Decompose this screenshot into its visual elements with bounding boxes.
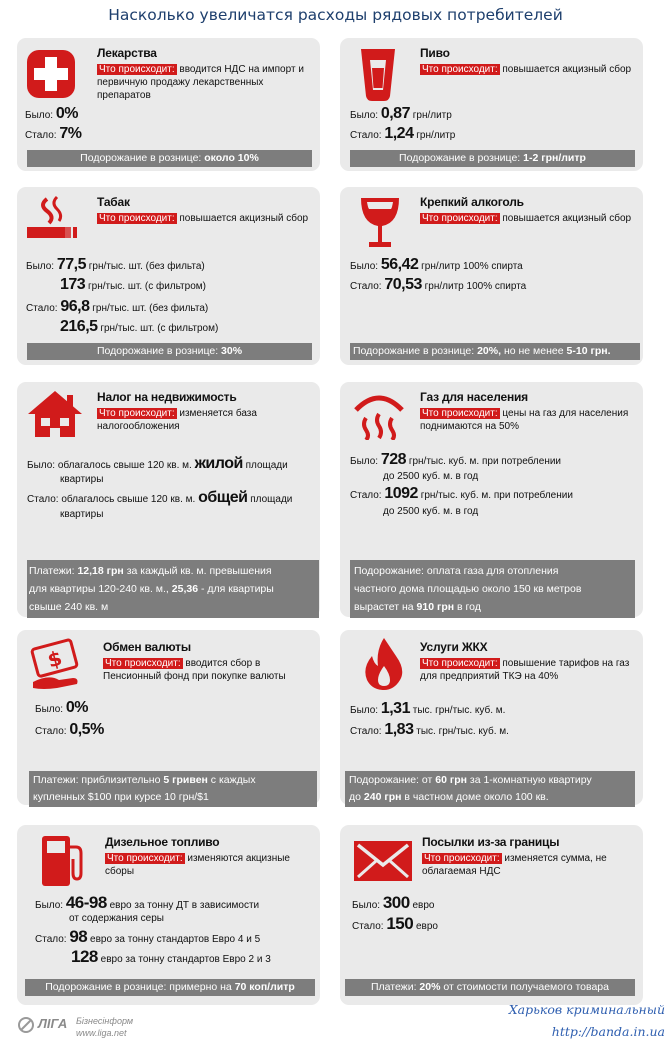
now-value: 0,5% bbox=[69, 721, 104, 738]
now-value: 1,24 bbox=[384, 125, 414, 142]
was-unit-2: грн/тыс. шт. (с фильтром) bbox=[87, 281, 206, 292]
flame-icon bbox=[362, 636, 406, 692]
bar-text-4: в год bbox=[457, 601, 481, 613]
what-tag: Что происходит: bbox=[107, 853, 183, 864]
bar-text-4: - для квартиры bbox=[200, 583, 274, 595]
now-unit: грн/литр 100% спирта bbox=[424, 281, 527, 292]
now-unit-2: евро за тонну стандартов Евро 2 и 3 bbox=[100, 954, 271, 965]
svg-text:$: $ bbox=[44, 645, 65, 673]
fuel-pump-icon bbox=[39, 833, 87, 889]
bar-text: Подорожание в рознице: примерно на bbox=[45, 981, 232, 993]
was-value: 77,5 bbox=[56, 256, 86, 273]
bar-value-2: 5-10 грн. bbox=[566, 345, 611, 357]
was-value: жилой bbox=[194, 455, 243, 472]
was-label: Было: bbox=[25, 110, 54, 121]
what-happens bbox=[103, 657, 313, 683]
bar-text-2: за каждый кв. м. превышения bbox=[126, 565, 272, 577]
card-medicines bbox=[17, 38, 320, 171]
card-heading: Услуги ЖКХ bbox=[420, 640, 488, 654]
now-row bbox=[35, 721, 104, 738]
was-value: 300 bbox=[382, 893, 410, 912]
summary-bar bbox=[345, 979, 635, 996]
bar-text: Подорожание: от bbox=[349, 774, 433, 786]
was-unit: тыс. грн/тыс. куб. м. bbox=[412, 705, 506, 716]
was-text-2: площади bbox=[245, 460, 288, 471]
was-row-1 bbox=[26, 256, 205, 273]
logo-name: ЛІГА bbox=[38, 1016, 68, 1031]
what-text: цены на газ для населения поднимаются на 50% bbox=[420, 408, 629, 432]
what-happens bbox=[420, 407, 635, 433]
what-tag: Что происходит: bbox=[99, 64, 175, 75]
was-unit: евро за тонну ДТ в зависимости bbox=[109, 900, 260, 911]
bar-value: 20%, bbox=[477, 345, 502, 357]
bar-value: 910 грн bbox=[416, 601, 455, 613]
was-label: Было: bbox=[350, 456, 379, 467]
bar-line-1 bbox=[33, 772, 313, 789]
what-happens bbox=[97, 63, 312, 102]
was-row bbox=[25, 105, 78, 122]
bar-line-1 bbox=[349, 772, 631, 789]
what-text: изменяются акцизные сборы bbox=[105, 853, 290, 877]
heat-icon bbox=[352, 390, 406, 440]
card-heading: Лекарства bbox=[97, 46, 157, 60]
bar-text-3: для квартиры 120-240 кв. м., bbox=[29, 583, 169, 595]
now-label: Стало: bbox=[350, 726, 382, 737]
liga-logo bbox=[18, 1013, 158, 1043]
was-label: Было: bbox=[26, 261, 55, 272]
now-row bbox=[350, 125, 456, 142]
now-text: облагалось свыше 120 кв. м. bbox=[61, 494, 196, 505]
bar-text: Подорожание в рознице: bbox=[80, 152, 202, 164]
envelope-icon bbox=[352, 839, 414, 883]
what-tag: Что происходит: bbox=[422, 213, 498, 224]
summary-bar bbox=[29, 771, 317, 807]
card-heading: Дизельное топливо bbox=[105, 835, 220, 849]
now-unit: грн/литр bbox=[416, 130, 456, 141]
bar-line-3 bbox=[29, 598, 317, 616]
bar-value: 70 коп/литр bbox=[234, 981, 295, 993]
summary-bar bbox=[350, 343, 640, 360]
was-row bbox=[352, 893, 435, 912]
what-text: изменяется база налогообложения bbox=[97, 408, 257, 432]
was-value: 46-98 bbox=[65, 893, 107, 912]
now-label: Стало: bbox=[35, 726, 67, 737]
now-value: 96,8 bbox=[60, 298, 90, 315]
what-happens bbox=[105, 852, 315, 878]
credit-name: Харьков криминальный bbox=[508, 1002, 665, 1017]
was-value-2: 173 bbox=[60, 276, 86, 293]
bar-line-3 bbox=[354, 598, 631, 616]
summary-bar bbox=[345, 771, 635, 807]
now-unit: евро за тонну стандартов Евро 4 и 5 bbox=[90, 934, 261, 945]
now-label: Стало: bbox=[27, 494, 59, 505]
bar-text-2: от стоимости получаемого товара bbox=[443, 981, 609, 993]
was-label: Было: bbox=[27, 460, 56, 471]
now-row-2 bbox=[71, 947, 271, 966]
bar-value-2: 240 грн bbox=[363, 791, 402, 803]
was-row bbox=[350, 105, 452, 122]
now-row-1 bbox=[26, 298, 209, 315]
summary-bar bbox=[350, 150, 635, 167]
bar-value: около 10% bbox=[204, 152, 259, 164]
what-tag: Что происходит: bbox=[422, 64, 498, 75]
was-label: Было: bbox=[35, 900, 64, 911]
was-label: Было: bbox=[350, 110, 379, 121]
was-row bbox=[35, 893, 260, 912]
was-row bbox=[35, 699, 88, 716]
card-currency bbox=[17, 630, 320, 805]
was-row bbox=[27, 455, 288, 472]
page-title: Насколько увеличатся расходы рядовых потребителей bbox=[108, 6, 563, 24]
bar-value: 20% bbox=[419, 981, 441, 993]
what-text: повышается акцизный сбор bbox=[502, 213, 632, 224]
now-value-2: 128 bbox=[71, 947, 98, 966]
was-value: 1,31 bbox=[380, 700, 410, 717]
what-tag: Что происходит: bbox=[424, 853, 500, 864]
what-text: вводится сбор в Пенсионный фонд при покупке валюты bbox=[103, 658, 286, 682]
was-label: Было: bbox=[350, 261, 379, 272]
now-label: Стало: bbox=[350, 130, 382, 141]
now-unit: грн/тыс. шт. (без фильта) bbox=[92, 303, 209, 314]
was-value: 56,42 bbox=[380, 256, 419, 273]
now-label: Стало: bbox=[350, 490, 382, 501]
was-label: Было: bbox=[35, 704, 64, 715]
bar-line-1 bbox=[29, 562, 317, 580]
now-row bbox=[350, 721, 509, 738]
now-row bbox=[352, 914, 438, 933]
what-happens bbox=[420, 657, 638, 683]
bar-text: Подорожание в рознице: bbox=[96, 345, 219, 357]
now-row-tail: до 2500 куб. м. в год bbox=[383, 506, 479, 517]
bar-text-3: вырастет на bbox=[354, 601, 414, 613]
now-unit: тыс. грн/тыс. куб. м. bbox=[416, 726, 509, 737]
bar-text: Платежи: bbox=[29, 565, 75, 577]
bar-line-2: частного дома площадью около 150 кв метров bbox=[354, 583, 582, 595]
house-icon bbox=[25, 388, 85, 440]
now-value: 70,53 bbox=[384, 276, 422, 293]
bar-value: 1-2 грн/литр bbox=[523, 152, 586, 164]
now-label: Стало: bbox=[350, 281, 382, 292]
logo-url: www.liga.net bbox=[76, 1028, 127, 1038]
summary-bar bbox=[25, 979, 315, 996]
now-text-2: площади bbox=[250, 494, 293, 505]
credit-url[interactable]: http://banda.in.ua bbox=[551, 1024, 665, 1039]
card-gas bbox=[340, 382, 643, 617]
bar-text: Платежи: bbox=[370, 981, 417, 993]
now-unit: грн/тыс. куб. м. при потреблении bbox=[420, 490, 573, 501]
what-tag: Что происходит: bbox=[99, 408, 175, 419]
card-parcels bbox=[340, 825, 643, 1005]
card-heading: Обмен валюты bbox=[103, 640, 191, 654]
was-row-2 bbox=[60, 276, 206, 293]
logo-subtitle: Бізнесінформ bbox=[76, 1016, 134, 1026]
bar-line-2: купленных $100 при курсе 10 грн/$1 bbox=[33, 791, 209, 803]
liga-mark-icon bbox=[18, 1017, 34, 1033]
bar-value: 12,18 грн bbox=[77, 565, 124, 577]
was-row-tail: квартиры bbox=[60, 474, 104, 485]
bar-line-1: Подорожание: оплата газа для отопления bbox=[354, 565, 559, 577]
bar-value: 30% bbox=[221, 345, 243, 357]
was-row bbox=[350, 451, 562, 468]
now-label: Стало: bbox=[352, 921, 384, 932]
bar-line-2 bbox=[29, 580, 317, 598]
summary-bar bbox=[27, 560, 319, 618]
what-tag: Что происходит: bbox=[422, 658, 498, 669]
what-text: вводится НДС на импорт и первичную продажу лекарственных препаратов bbox=[97, 64, 304, 101]
what-happens bbox=[97, 407, 312, 433]
now-value: 7% bbox=[59, 125, 82, 142]
bar-text-4: в частном доме около 100 кв. bbox=[404, 791, 549, 803]
now-label: Стало: bbox=[25, 130, 57, 141]
summary-bar bbox=[27, 150, 312, 167]
was-label: Было: bbox=[350, 705, 379, 716]
wine-glass-icon bbox=[358, 195, 402, 251]
what-happens bbox=[422, 852, 637, 878]
was-unit: грн/тыс. куб. м. при потреблении bbox=[408, 456, 562, 467]
bar-value-2: 25,36 bbox=[171, 583, 199, 595]
was-text: облагалось свыше 120 кв. м. bbox=[57, 460, 192, 471]
was-value: 0,87 bbox=[380, 105, 410, 122]
now-value: 98 bbox=[69, 927, 88, 946]
was-row bbox=[350, 256, 523, 273]
now-row-tail: квартиры bbox=[60, 509, 104, 520]
card-property-tax bbox=[17, 382, 320, 617]
card-heading: Крепкий алкоголь bbox=[420, 195, 524, 209]
summary-bar bbox=[27, 343, 312, 360]
now-row-2 bbox=[60, 318, 219, 335]
now-label: Стало: bbox=[26, 303, 58, 314]
bar-text: Подорожание в рознице: bbox=[353, 345, 475, 357]
was-unit: грн/литр bbox=[412, 110, 452, 121]
bar-value: 5 гривен bbox=[163, 774, 208, 786]
what-tag: Что происходит: bbox=[105, 658, 181, 669]
now-row bbox=[25, 125, 82, 142]
what-tag: Что происходит: bbox=[99, 213, 175, 224]
what-text: повышается акцизный сбор bbox=[179, 213, 309, 224]
card-spirits bbox=[340, 187, 643, 365]
now-value: 1092 bbox=[384, 485, 418, 502]
was-value: 728 bbox=[380, 451, 407, 468]
now-row-1 bbox=[35, 927, 261, 946]
what-text: повышается акцизный сбор bbox=[502, 64, 632, 75]
was-value: 0% bbox=[65, 699, 88, 716]
card-heading: Табак bbox=[97, 195, 130, 209]
what-happens bbox=[420, 63, 635, 76]
beer-glass-icon bbox=[358, 46, 398, 104]
card-heading: Газ для населения bbox=[420, 390, 528, 404]
now-label: Стало: bbox=[35, 934, 67, 945]
was-value: 0% bbox=[55, 105, 78, 122]
was-label: Было: bbox=[352, 900, 381, 911]
card-heading: Пиво bbox=[420, 46, 450, 60]
what-tag: Что происходит: bbox=[422, 408, 498, 419]
bar-text: Подорожание в рознице: bbox=[399, 152, 521, 164]
now-row bbox=[350, 485, 573, 502]
summary-bar bbox=[350, 560, 635, 618]
card-heading: Посылки из-за границы bbox=[422, 835, 560, 849]
bar-text: Платежи: приблизительно bbox=[33, 774, 161, 786]
now-value: общей bbox=[198, 489, 248, 506]
bar-text-3: до bbox=[349, 791, 361, 803]
bar-line-2 bbox=[349, 789, 631, 806]
now-unit: евро bbox=[415, 921, 438, 932]
money-hand-icon bbox=[27, 638, 89, 690]
card-beer bbox=[340, 38, 643, 171]
now-row bbox=[27, 489, 293, 506]
medical-cross-icon bbox=[25, 48, 77, 100]
bar-text-2: за 1-комнатную квартиру bbox=[469, 774, 592, 786]
was-unit: грн/литр 100% спирта bbox=[421, 261, 523, 272]
what-text: изменяется сумма, не облагаемая НДС bbox=[422, 853, 607, 877]
was-row-tail: от содержания серы bbox=[69, 913, 164, 924]
was-unit: евро bbox=[412, 900, 435, 911]
cigarette-icon bbox=[25, 195, 81, 243]
bar-text-5: свыше 240 кв. м bbox=[29, 601, 109, 613]
card-diesel bbox=[17, 825, 320, 1005]
card-tobacco bbox=[17, 187, 320, 365]
now-row bbox=[350, 276, 527, 293]
now-value: 150 bbox=[386, 914, 414, 933]
bar-text-2: но не менее bbox=[503, 345, 564, 357]
card-heading: Налог на недвижимость bbox=[97, 390, 237, 404]
what-happens bbox=[420, 212, 635, 225]
was-row bbox=[350, 700, 506, 717]
what-text: повышение тарифов на газ для предприятий ТКЭ на 40% bbox=[420, 658, 630, 682]
was-row-tail: до 2500 куб. м. в год bbox=[383, 471, 479, 482]
what-happens bbox=[97, 212, 312, 225]
bar-text-2: с каждых bbox=[210, 774, 256, 786]
card-utilities bbox=[340, 630, 643, 805]
now-value-2: 216,5 bbox=[60, 318, 98, 335]
now-unit-2: грн/тыс. шт. (с фильтром) bbox=[100, 323, 219, 334]
bar-value: 60 грн bbox=[435, 774, 467, 786]
now-value: 1,83 bbox=[384, 721, 414, 738]
was-unit: грн/тыс. шт. (без фильта) bbox=[88, 261, 205, 272]
